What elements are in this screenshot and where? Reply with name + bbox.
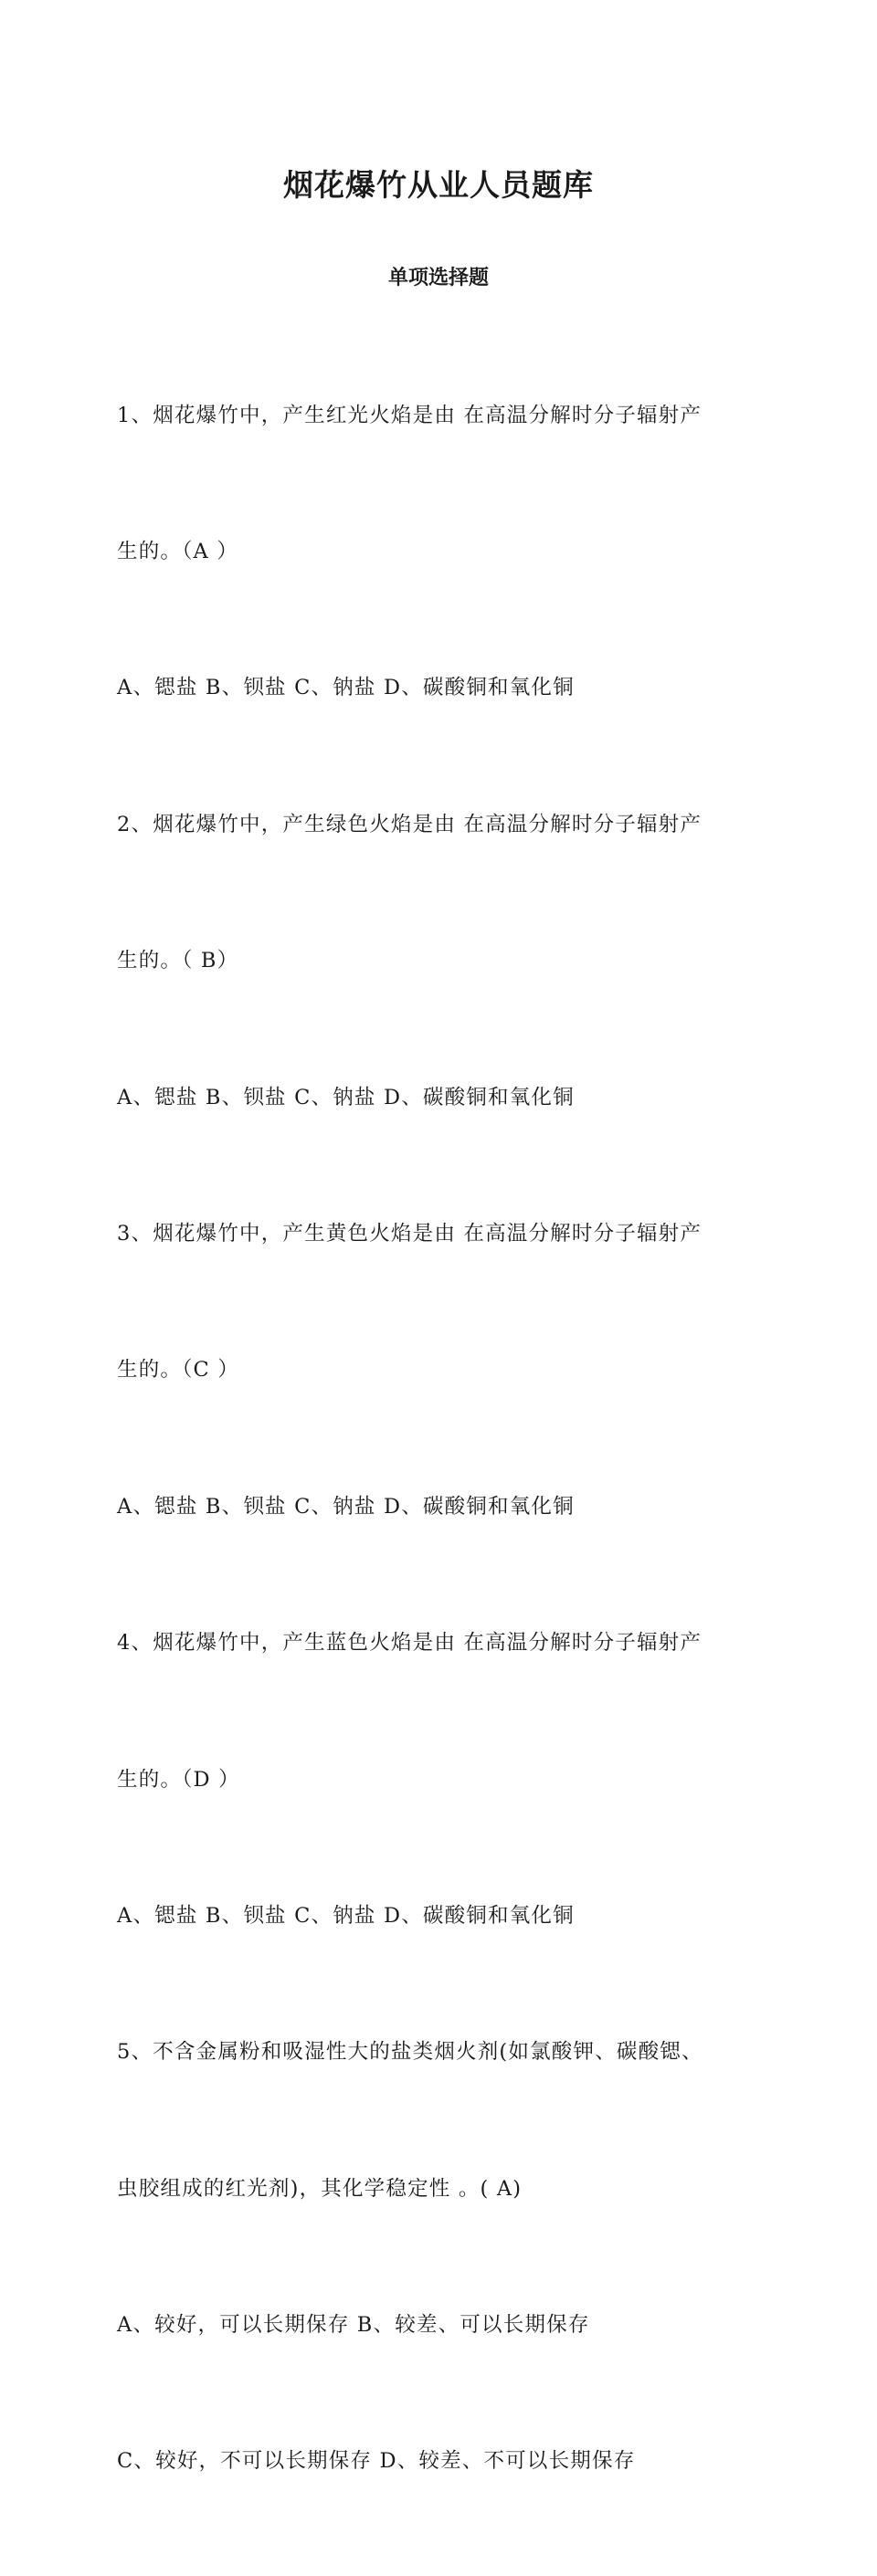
question-3-stem-line-2: 生的。（C ） <box>117 1358 240 1383</box>
question-1-options: A、锶盐 B、钡盐 C、钠盐 D、碳酸铜和氧化铜 <box>117 676 575 700</box>
section-title: 单项选择题 <box>387 267 489 289</box>
question-5-options-line-1: A、较好，可以长期保存 B、较差、可以长期保存 <box>117 2313 590 2338</box>
question-3-stem-line-1: 3、烟花爆竹中，产生黄色火焰是由 在高温分解时分子辐射产 <box>117 1221 703 1246</box>
question-4-stem-line-2: 生的。（D ） <box>117 1767 240 1792</box>
question-5-stem-line-2: 虫胶组成的红光剂)，其化学稳定性 。( A) <box>117 2176 523 2201</box>
question-5-stem-line-1: 5、不含金属粉和吸湿性大的盐类烟火剂(如氯酸钾、碳酸锶、 <box>117 2040 703 2065</box>
document-title: 烟花爆竹从业人员题库 <box>283 167 594 203</box>
question-2-options: A、锶盐 B、钡盐 C、钠盐 D、碳酸铜和氧化铜 <box>117 1085 575 1109</box>
question-4-options: A、锶盐 B、钡盐 C、钠盐 D、碳酸铜和氧化铜 <box>117 1903 575 1928</box>
question-5-options-line-2: C、较好，不可以长期保存 D、较差、不可以长期保存 <box>117 2449 636 2474</box>
question-2-stem-line-2: 生的。（ B） <box>117 949 239 973</box>
question-1-stem-line-2: 生的。（A ） <box>117 539 239 563</box>
question-2-stem-line-1: 2、烟花爆竹中，产生绿色火焰是由 在高温分解时分子辐射产 <box>117 812 703 836</box>
question-3-options: A、锶盐 B、钡盐 C、钠盐 D、碳酸铜和氧化铜 <box>117 1494 575 1519</box>
question-1-stem-line-1: 1、烟花爆竹中，产生红光火焰是由 在高温分解时分子辐射产 <box>117 403 703 427</box>
question-list <box>117 302 756 2576</box>
question-4-stem-line-1: 4、烟花爆竹中，产生蓝色火焰是由 在高温分解时分子辐射产 <box>117 1631 703 1656</box>
